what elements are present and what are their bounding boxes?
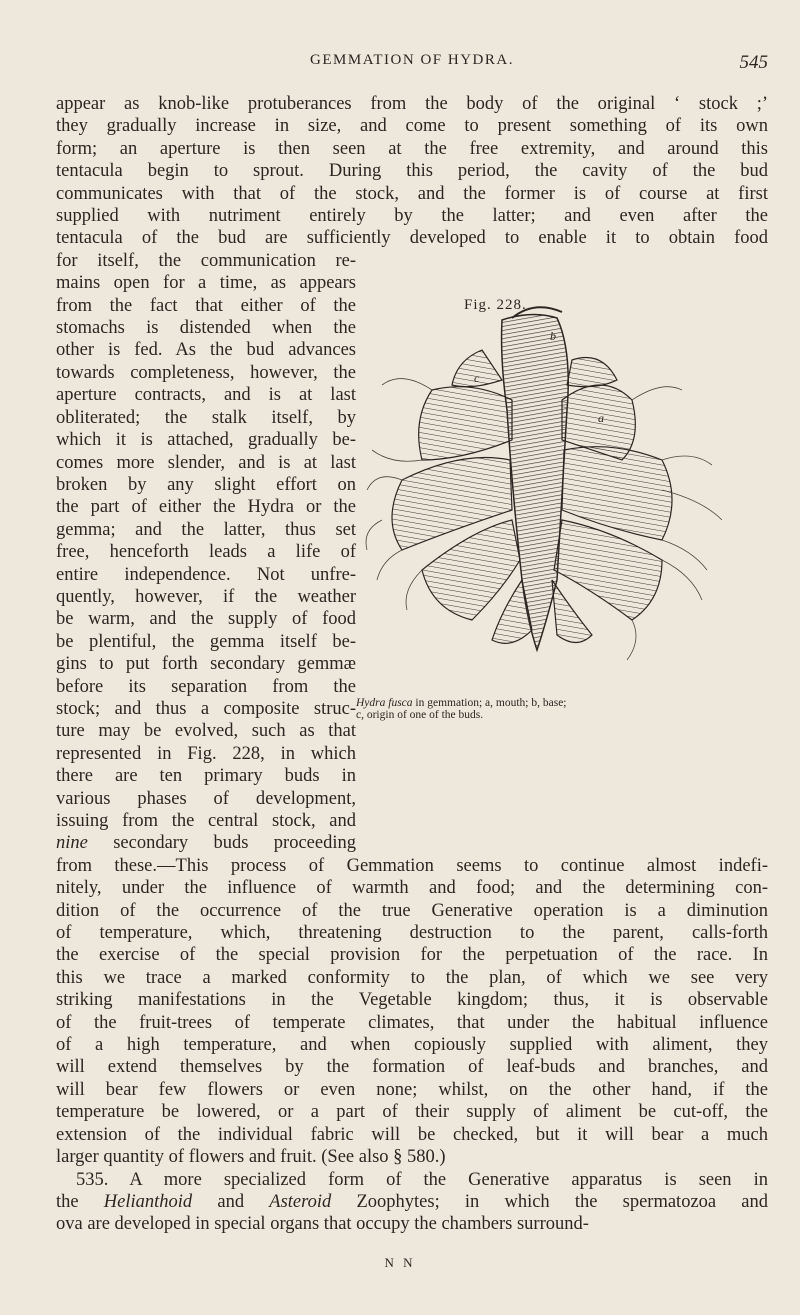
text-line: free, henceforth leads a life of xyxy=(56,542,356,563)
text-line: appear as knob-like protuberances from the body of the original ‘ stock ;’ xyxy=(56,94,768,114)
text-line: represented in Fig. 228, in which xyxy=(56,743,356,764)
figure-label: Fig. 228. xyxy=(464,297,527,313)
text-line: aperture contracts, and is at last xyxy=(56,385,356,406)
text-line: of the fruit-trees of temperate climates, that under the habitual influence xyxy=(56,1012,768,1033)
text-line: other is fed. As the bud advances xyxy=(56,340,356,361)
paragraph-535 xyxy=(56,1169,768,1236)
text-line: ture may be evolved, such as that xyxy=(56,721,356,742)
hydra-illustration xyxy=(362,290,762,690)
page-number: 545 xyxy=(739,52,768,73)
text-line xyxy=(56,832,356,854)
text-line: of temperature, which, threatening destruction to the parent, calls-forth xyxy=(56,923,768,944)
running-head xyxy=(56,52,768,76)
text-line: from these.—This process of Gemmation seems to continue almost indefi- xyxy=(56,855,768,876)
text-run: Zoophytes; in which the spermatozoa and xyxy=(331,1191,769,1212)
text-line: 535. A more specialized form of the Generative apparatus is seen in xyxy=(76,1169,768,1190)
text-line: before its separation from the xyxy=(56,676,356,697)
caption-line-2: c, origin of one of the buds. xyxy=(356,709,484,721)
text-line: ova are developed in special organs that occupy the chambers surround- xyxy=(56,1214,589,1235)
italic-word: Helianthoid xyxy=(103,1191,193,1212)
text-line: be warm, and the supply of food xyxy=(56,609,356,630)
text-line: temperature be lowered, or a part of their supply of aliment be cut-off, the xyxy=(56,1102,768,1123)
text-line: stock; and thus a composite struc- xyxy=(56,698,356,719)
paragraph-top xyxy=(56,93,768,250)
text-line: be plentiful, the gemma itself be- xyxy=(56,631,356,652)
text-line xyxy=(56,1191,768,1213)
text-run: and xyxy=(192,1191,270,1212)
paragraph-continued xyxy=(56,855,768,1169)
text-line: towards completeness, however, the xyxy=(56,362,356,383)
text-line: from the fact that either of the xyxy=(56,295,356,316)
figure-letter-b: b xyxy=(550,329,556,343)
italic-word: Asteroid xyxy=(269,1191,332,1212)
caption-text: in gemmation; a, mouth; b, base; xyxy=(412,697,567,709)
text-line: broken by any slight effort on xyxy=(56,474,356,495)
text-line: this we trace a marked conformity to the plan, of which we see very xyxy=(56,967,768,988)
figure-letter-a: a xyxy=(598,411,604,425)
text-run: the xyxy=(56,1191,104,1212)
text-line: issuing from the central stock, and xyxy=(56,811,356,831)
text-line: striking manifestations in the Vegetable kingdom; thus, it is observable xyxy=(56,990,768,1011)
text-line: stomachs is distended when the xyxy=(56,318,356,339)
text-line: there are ten primary buds in xyxy=(56,766,356,787)
text-line: for itself, the communication re- xyxy=(56,250,356,271)
caption-species: Hydra fusca xyxy=(356,697,413,709)
signature-mark: N N xyxy=(384,1255,416,1270)
text-line: which it is attached, gradually be- xyxy=(56,430,356,451)
text-line: obliterated; the stalk itself, by xyxy=(56,407,356,428)
text-line: extension of the individual fabric will be checked, but it will bear a much xyxy=(56,1124,768,1145)
text-run: secondary buds proceeding xyxy=(87,833,356,854)
figure-letter-c: c xyxy=(474,371,480,385)
text-line: of a high temperature, and when copiously supplied with aliment, they xyxy=(56,1035,768,1056)
text-line: supplied with nutriment entirely by the latter; and even after the xyxy=(56,206,768,227)
text-line: will extend themselves by the formation of leaf-buds and branches, and xyxy=(56,1057,768,1078)
text-line: the part of either the Hydra or the xyxy=(56,497,356,518)
text-line: will bear few flowers or even none; whilst, on the other hand, if the xyxy=(56,1079,768,1100)
text-line: various phases of development, xyxy=(56,788,356,809)
running-head-title: GEMMATION OF HYDRA. xyxy=(310,52,514,68)
text-line: mains open for a time, as appears xyxy=(56,273,356,294)
text-line: tentacula of the bud are sufficiently developed to enable it to obtain food xyxy=(56,228,768,249)
text-line: nitely, under the influence of warmth and food; and the determining con- xyxy=(56,878,768,899)
text-line: larger quantity of flowers and fruit. (See also § 580.) xyxy=(56,1147,446,1168)
text-line: the exercise of the special provision for the perpetuation of the race. In xyxy=(56,945,768,966)
text-line: quently, however, if the weather xyxy=(56,586,356,607)
text-line: comes more slender, and is at last xyxy=(56,452,356,473)
text-line: they gradually increase in size, and come to present something of its own xyxy=(56,116,768,137)
text-line: form; an aperture is then seen at the free extremity, and around this xyxy=(56,138,768,159)
text-line: tentacula begin to sprout. During this period, the cavity of the bud xyxy=(56,161,768,182)
text-line: dition of the occurrence of the true Generative operation is a diminution xyxy=(56,900,768,921)
figure-caption xyxy=(356,697,766,721)
text-line: entire independence. Not unfre- xyxy=(56,564,356,585)
text-line: gins to put forth secondary gemmæ xyxy=(56,654,356,675)
italic-word: nine xyxy=(56,833,88,854)
text-line: communicates with that of the stock, and the former is of course at first xyxy=(56,183,768,204)
caption-line-1 xyxy=(356,697,766,709)
text-line: gemma; and the latter, thus set xyxy=(56,519,356,540)
